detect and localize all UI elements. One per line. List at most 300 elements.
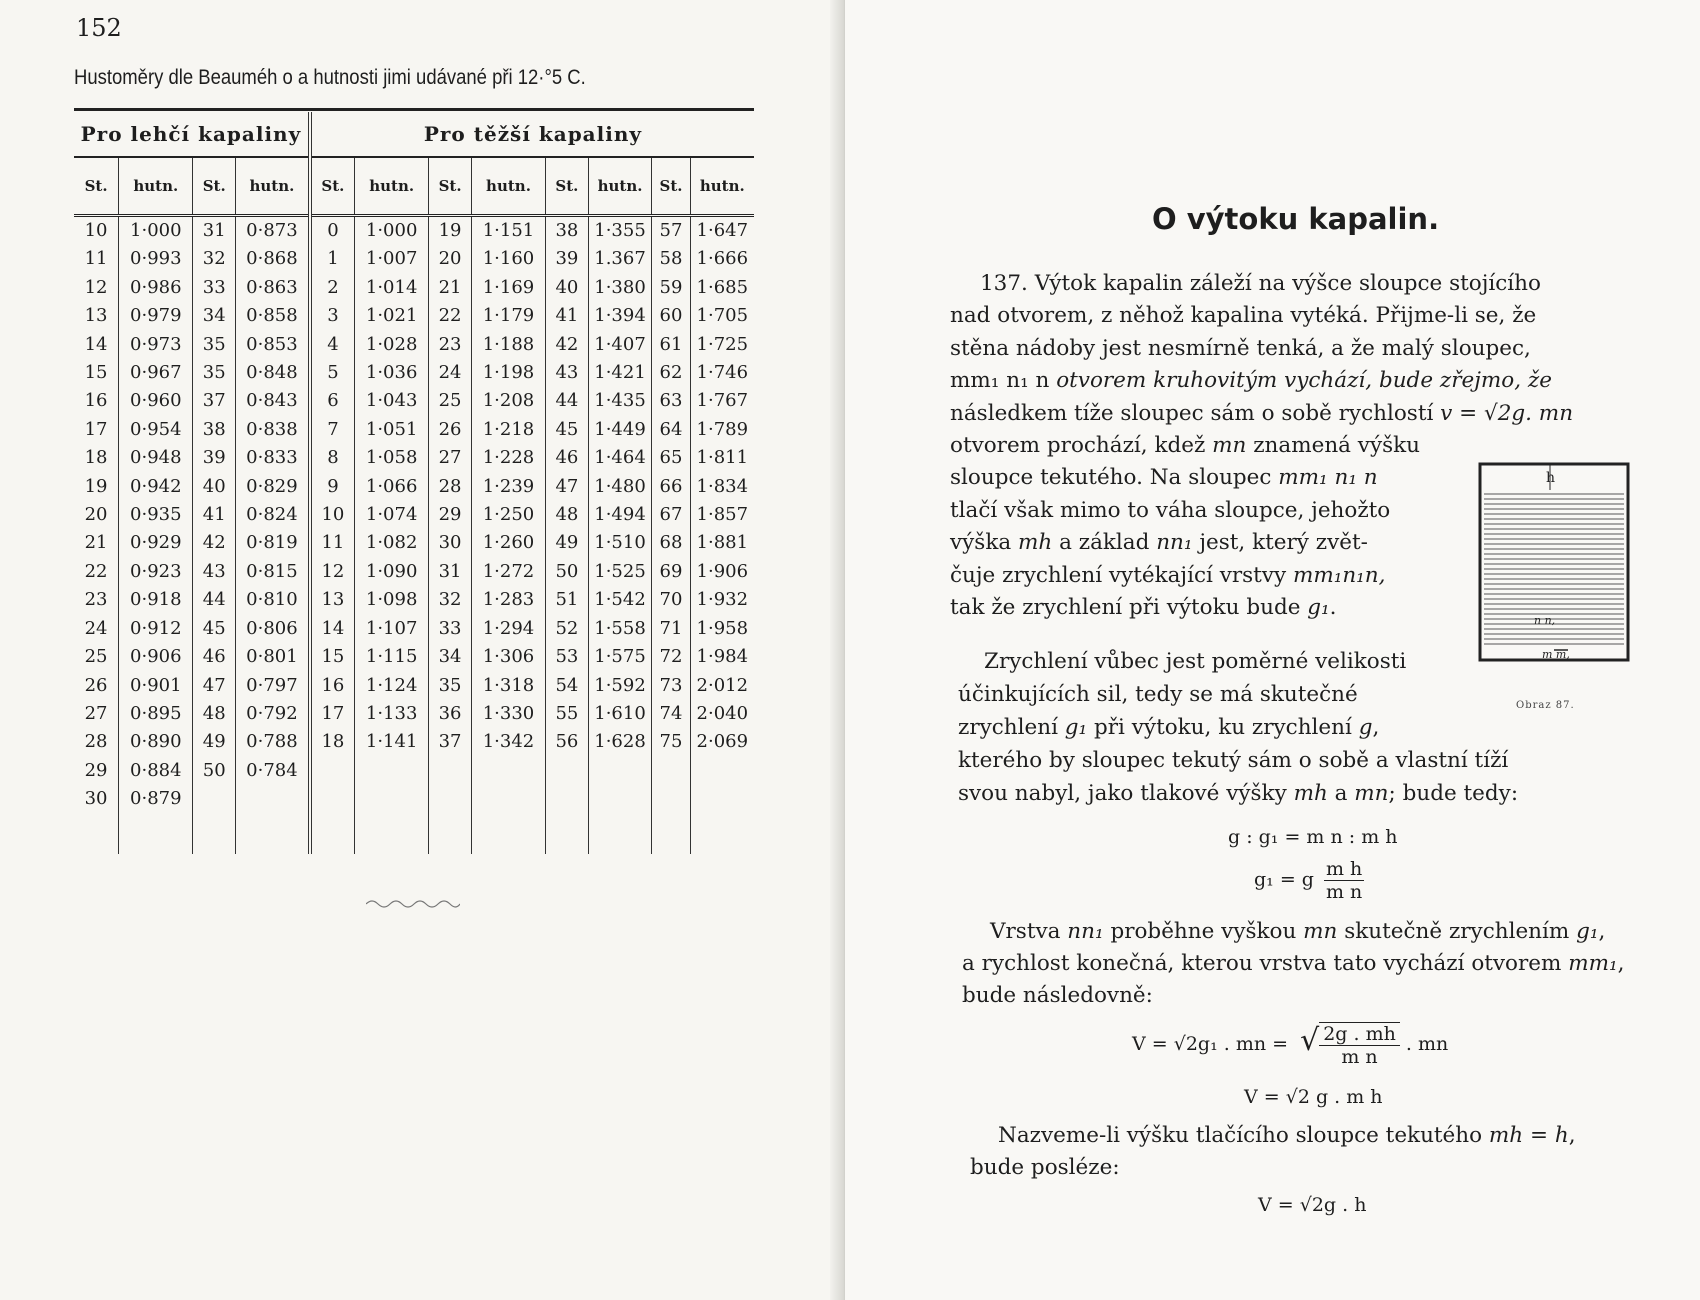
- table-top-rule: [74, 108, 754, 111]
- text-segment: čuje zrychlení vytékající vrstvy: [950, 562, 1293, 588]
- table-cell: 54: [546, 672, 588, 700]
- table-cell: 51: [546, 586, 588, 614]
- text-line: [980, 268, 1541, 300]
- left-page: [0, 0, 845, 1300]
- table-cell: 42: [546, 331, 588, 359]
- table-cell: 1·575: [588, 643, 652, 671]
- table-cell: [471, 785, 545, 813]
- math-term: g₁: [1064, 715, 1088, 740]
- table-cell: 18: [84, 447, 108, 469]
- table-cell: 10: [84, 220, 108, 241]
- table-cell: 0·868: [235, 245, 309, 273]
- table-cell: 1·510: [588, 529, 652, 557]
- table-cell: [652, 757, 690, 785]
- table-cell: 1·058: [354, 444, 428, 472]
- table-row: [74, 331, 754, 359]
- table-cell: 1·000: [119, 216, 193, 246]
- text-segment: a rychlost konečná, kterou vrstva tato vychází otvorem: [962, 951, 1569, 976]
- table-cell: 0·935: [119, 501, 193, 529]
- table-cell: 0: [310, 216, 355, 246]
- table-cell: 73: [652, 672, 690, 700]
- table-cell: 1·169: [471, 274, 545, 302]
- table-cell: 1·435: [588, 387, 652, 415]
- table-cell: 1·160: [471, 245, 545, 273]
- table-cell: 60: [652, 302, 690, 330]
- table-cell: 0·838: [235, 416, 309, 444]
- table-cell: 1·394: [588, 302, 652, 330]
- table-row: [74, 700, 754, 728]
- table-cell: 18: [310, 728, 355, 756]
- table-cell: 0·979: [119, 302, 193, 330]
- table-cell: 0·942: [119, 473, 193, 501]
- table-cell: 0·815: [235, 558, 309, 586]
- table-cell: 61: [652, 331, 690, 359]
- text-segment: proběhne vyškou: [1103, 919, 1304, 944]
- table-cell: 0·824: [235, 501, 309, 529]
- table-cell: 1·628: [588, 728, 652, 756]
- table-cell: 0·810: [235, 586, 309, 614]
- table-cell: 35: [429, 672, 471, 700]
- math-term: g: [1358, 715, 1373, 740]
- table-cell: 0·843: [235, 387, 309, 415]
- formula-velocity-numerator: 2g . mh: [1319, 1023, 1400, 1046]
- table-cell: 1·090: [354, 558, 428, 586]
- table-row: [74, 473, 754, 501]
- table-cell: [310, 785, 355, 813]
- table-cell: 0·829: [235, 473, 309, 501]
- table-cell: 1·318: [471, 672, 545, 700]
- table-cell: 49: [193, 728, 235, 756]
- text-line: [950, 527, 1368, 559]
- text-segment: kterého by sloupec tekutý sám o sobě a vlastní tíží: [958, 748, 1509, 773]
- table-cell: 1·592: [588, 672, 652, 700]
- table-filler-cell: [588, 814, 652, 854]
- table-filler-cell: [235, 814, 309, 854]
- column-header: hutn.: [354, 157, 428, 216]
- table-filler-cell: [193, 814, 235, 854]
- table-row: [74, 586, 754, 614]
- text-segment: jest, který zvět-: [1192, 530, 1368, 556]
- table-cell: 13: [84, 305, 108, 327]
- table-cell: 17: [310, 700, 355, 728]
- table-cell: 20: [429, 245, 471, 273]
- table-cell: 1·036: [354, 359, 428, 387]
- table-cell: 19: [429, 216, 471, 246]
- table-cell: 43: [193, 558, 235, 586]
- table-cell: 21: [429, 274, 471, 302]
- table-cell: 33: [429, 615, 471, 643]
- table-filler-cell: [429, 814, 471, 854]
- table-cell: 12: [310, 558, 355, 586]
- table-cell: 23: [429, 331, 471, 359]
- table-cell: 1·066: [354, 473, 428, 501]
- table-row: [74, 643, 754, 671]
- text-line: [950, 398, 1573, 430]
- table-cell: 29: [84, 759, 108, 781]
- table-cell: 57: [652, 216, 690, 246]
- table-cell: 1·188: [471, 331, 545, 359]
- table-cell: 19: [84, 475, 108, 497]
- table-cell: 0·890: [119, 728, 193, 756]
- math-term: nn₁: [1067, 919, 1104, 944]
- table-cell: [588, 757, 652, 785]
- table-row: [74, 245, 754, 273]
- table-body: [74, 216, 754, 854]
- table-cell: 26: [84, 674, 108, 696]
- table-cell: 40: [193, 473, 235, 501]
- table-cell: 1·014: [354, 274, 428, 302]
- table-cell: [193, 785, 235, 813]
- table-cell: 1·342: [471, 728, 545, 756]
- table-cell: 68: [652, 529, 690, 557]
- table-cell: 69: [652, 558, 690, 586]
- table-cell: 2·012: [690, 672, 754, 700]
- table-cell: 14: [310, 615, 355, 643]
- table-cell: 1·074: [354, 501, 428, 529]
- text-segment: a: [1327, 781, 1355, 806]
- math-term: mm₁n₁n,: [1292, 562, 1386, 588]
- table-cell: 28: [84, 731, 108, 753]
- table-cell: 38: [546, 216, 588, 246]
- table-cell: 0·797: [235, 672, 309, 700]
- table-cell: 34: [429, 643, 471, 671]
- table-cell: 1·725: [690, 331, 754, 359]
- math-term: mh: [1018, 530, 1053, 556]
- text-segment: tak že zrychlení při výtoku bude: [950, 595, 1308, 620]
- text-segment: ,: [1617, 951, 1625, 976]
- text-segment: bude následovně:: [962, 983, 1153, 1008]
- table-cell: 1·082: [354, 529, 428, 557]
- table-cell: 34: [193, 302, 235, 330]
- table-cell: 12: [84, 276, 108, 298]
- table-cell: 0·912: [119, 615, 193, 643]
- table-cell: 24: [429, 359, 471, 387]
- table-cell: 1·124: [354, 672, 428, 700]
- table-cell: 25: [84, 646, 108, 668]
- table-cell: 41: [546, 302, 588, 330]
- vessel-figure: [1478, 462, 1630, 662]
- text-segment: 137. Výtok kapalin záleží na výšce sloupce stojícího: [980, 271, 1541, 296]
- table-cell: 1·260: [471, 529, 545, 557]
- table-cell: 0·906: [119, 643, 193, 671]
- text-segment: ,: [1568, 1123, 1576, 1148]
- table-cell: 2·069: [690, 728, 754, 756]
- column-header: hutn.: [471, 157, 545, 216]
- table-cell: 46: [546, 444, 588, 472]
- table-cell: 45: [546, 416, 588, 444]
- column-header: St.: [652, 157, 690, 216]
- table-row: [74, 302, 754, 330]
- table-group-header-row: [74, 112, 754, 157]
- table-cell: 0·863: [235, 274, 309, 302]
- formula-g1-denominator: m n: [1326, 881, 1363, 903]
- table-cell: 1·043: [354, 387, 428, 415]
- table-cell: 0·784: [235, 757, 309, 785]
- table-filler-cell: [354, 814, 428, 854]
- column-header: hutn.: [119, 157, 193, 216]
- text-line: [958, 745, 1508, 777]
- table-cell: [588, 785, 652, 813]
- table-cell: 1·380: [588, 274, 652, 302]
- text-line: [950, 495, 1390, 527]
- table-cell: 1·208: [471, 387, 545, 415]
- table-column-header-row: [74, 157, 754, 216]
- table-cell: 1·098: [354, 586, 428, 614]
- table-cell: 0·960: [119, 387, 193, 415]
- table-cell: 1·272: [471, 558, 545, 586]
- table-cell: 1·906: [690, 558, 754, 586]
- table-cell: 30: [429, 529, 471, 557]
- table-cell: 1·421: [588, 359, 652, 387]
- text-segment: stěna nádoby jest nesmírně tenká, a že malý sloupec,: [950, 335, 1531, 361]
- table-cell: 2: [310, 274, 355, 302]
- table-cell: 1·494: [588, 501, 652, 529]
- table-cell: 0·918: [119, 586, 193, 614]
- table-cell: 1·881: [690, 529, 754, 557]
- table-cell: [690, 785, 754, 813]
- table-cell: 1·746: [690, 359, 754, 387]
- table-cell: 1·115: [354, 643, 428, 671]
- table-cell: 0·967: [119, 359, 193, 387]
- table-cell: 17: [84, 418, 108, 440]
- column-header: St.: [74, 157, 119, 216]
- table-cell: 0·792: [235, 700, 309, 728]
- table-cell: 64: [652, 416, 690, 444]
- text-segment: Zrychlení vůbec jest poměrné velikosti: [984, 649, 1407, 674]
- figure-label-m: m m,: [1542, 648, 1570, 661]
- table-cell: 1.367: [588, 245, 652, 273]
- figure-caption: Obraz 87.: [1516, 700, 1575, 711]
- text-line: [958, 778, 1518, 810]
- text-line: [950, 560, 1385, 592]
- table-cell: 24: [84, 617, 108, 639]
- table-row: [74, 501, 754, 529]
- table-cell: 14: [84, 333, 108, 355]
- column-header: hutn.: [235, 157, 309, 216]
- table-cell: 31: [193, 216, 235, 246]
- text-segment: ,: [1372, 715, 1380, 740]
- table-cell: 49: [546, 529, 588, 557]
- table-cell: 48: [546, 501, 588, 529]
- text-segment: při výtoku, ku zrychlení: [1087, 715, 1359, 740]
- table-cell: 1·007: [354, 245, 428, 273]
- column-header: St.: [429, 157, 471, 216]
- table-cell: 1·151: [471, 216, 545, 246]
- text-segment: skutečně zrychlením: [1337, 919, 1577, 944]
- text-line: [970, 1152, 1120, 1184]
- column-header: St.: [193, 157, 235, 216]
- table-cell: 3: [310, 302, 355, 330]
- table-cell: 1·480: [588, 473, 652, 501]
- table-cell: 1·198: [471, 359, 545, 387]
- table-cell: 0·993: [119, 245, 193, 273]
- table-cell: 1·239: [471, 473, 545, 501]
- table-cell: 41: [193, 501, 235, 529]
- table-cell: 1·306: [471, 643, 545, 671]
- math-term: mn: [1354, 781, 1389, 806]
- table-row: [74, 216, 754, 246]
- table-cell: 45: [193, 615, 235, 643]
- table-cell: 1·525: [588, 558, 652, 586]
- table-cell: 1·834: [690, 473, 754, 501]
- table-cell: 0·954: [119, 416, 193, 444]
- text-segment: zrychlení: [958, 715, 1065, 740]
- text-line: [950, 365, 1552, 397]
- table-cell: 0·806: [235, 615, 309, 643]
- math-term: v = √2g. mn: [1440, 400, 1574, 426]
- table-cell: [690, 757, 754, 785]
- table-cell: 0·884: [119, 757, 193, 785]
- text-segment: výška: [950, 530, 1019, 556]
- table-cell: 72: [652, 643, 690, 671]
- table-cell: 0·848: [235, 359, 309, 387]
- math-term: g₁: [1576, 919, 1599, 944]
- table-cell: 20: [84, 504, 108, 526]
- math-term: nn₁: [1156, 530, 1193, 556]
- table-cell: 1·021: [354, 302, 428, 330]
- text-line: [950, 333, 1531, 365]
- figure-label-n: n n,: [1534, 614, 1556, 627]
- table-row: [74, 359, 754, 387]
- table-cell: 0·948: [119, 444, 193, 472]
- table-cell: 15: [84, 362, 108, 384]
- table-cell: 58: [652, 245, 690, 273]
- table-cell: 36: [429, 700, 471, 728]
- table-cell: 0·853: [235, 331, 309, 359]
- table-cell: 65: [652, 444, 690, 472]
- table-cell: 1·407: [588, 331, 652, 359]
- table-cell: 1·811: [690, 444, 754, 472]
- math-term: g₁: [1307, 595, 1330, 620]
- table-cell: 44: [546, 387, 588, 415]
- table-cell: 50: [546, 558, 588, 586]
- table-cell: 10: [310, 501, 355, 529]
- table-cell: 53: [546, 643, 588, 671]
- table-row: [74, 444, 754, 472]
- table-cell: 46: [193, 643, 235, 671]
- table-cell: 1·984: [690, 643, 754, 671]
- table-cell: 39: [193, 444, 235, 472]
- formula-velocity-expanded: V = √2g₁ . mn = √ $\frac{2g . mh}{\text{m n}}$ . mn: [1132, 1023, 1449, 1068]
- table-cell: 26: [429, 416, 471, 444]
- table-cell: [429, 757, 471, 785]
- table-cell: 50: [193, 757, 235, 785]
- table-cell: [546, 757, 588, 785]
- table-cell: 32: [429, 586, 471, 614]
- table-cell: 0·879: [119, 785, 193, 813]
- text-line: [990, 916, 1605, 948]
- table-cell: 1·449: [588, 416, 652, 444]
- table-cell: 37: [193, 387, 235, 415]
- formula-velocity-tail: . mn: [1405, 1033, 1449, 1055]
- table-cell: 1·250: [471, 501, 545, 529]
- table-cell: 44: [193, 586, 235, 614]
- table-cell: 0·788: [235, 728, 309, 756]
- table-cell: 43: [546, 359, 588, 387]
- table-cell: 1·051: [354, 416, 428, 444]
- table-cell: 1·610: [588, 700, 652, 728]
- table-cell: 35: [193, 331, 235, 359]
- formula-g1: [1254, 858, 1364, 903]
- table-heading: Hustoměry dle Beauméh o a hutnosti jimi udávané při 12·°5 C.: [74, 66, 586, 89]
- table-row: [74, 274, 754, 302]
- table-filler-cell: [74, 814, 119, 854]
- table-cell: 0·973: [119, 331, 193, 359]
- table-row: [74, 757, 754, 785]
- table-cell: 1·228: [471, 444, 545, 472]
- table-cell: 1·294: [471, 615, 545, 643]
- page-number: 152: [76, 14, 122, 42]
- table-cell: 52: [546, 615, 588, 643]
- table-cell: 37: [429, 728, 471, 756]
- ornament-squiggle: [366, 898, 460, 910]
- table-cell: [354, 785, 428, 813]
- table-cell: 4: [310, 331, 355, 359]
- table-cell: 1·133: [354, 700, 428, 728]
- math-term: mm₁ n₁ n: [1278, 465, 1378, 491]
- text-segment: ,: [1598, 919, 1606, 944]
- text-segment: Vrstva: [990, 919, 1068, 944]
- text-segment: tlačí však mimo to váha sloupce, jehožto: [950, 497, 1391, 523]
- table-cell: 1·464: [588, 444, 652, 472]
- text-line: [950, 462, 1378, 494]
- math-term: mn: [1303, 919, 1338, 944]
- density-table: [74, 112, 754, 854]
- table-filler-cell: [652, 814, 690, 854]
- table-row: [74, 728, 754, 756]
- text-segment: následkem tíže sloupec sám o sobě rychlostí: [950, 400, 1441, 426]
- column-header: hutn.: [588, 157, 652, 216]
- table-cell: 9: [310, 473, 355, 501]
- text-line: [984, 646, 1406, 678]
- table-cell: 47: [193, 672, 235, 700]
- table-cell: 5: [310, 359, 355, 387]
- text-segment: svou nabyl, jako tlakové výšky: [958, 781, 1294, 806]
- column-header: St.: [546, 157, 588, 216]
- table-cell: 7: [310, 416, 355, 444]
- table-row: [74, 672, 754, 700]
- table-cell: 48: [193, 700, 235, 728]
- table-cell: 1·958: [690, 615, 754, 643]
- table-cell: 38: [193, 416, 235, 444]
- table-cell: 0·901: [119, 672, 193, 700]
- text-segment: účinkujících sil, tedy se má skutečné: [958, 682, 1358, 707]
- column-header: St.: [310, 157, 355, 216]
- table-cell: 31: [429, 558, 471, 586]
- table-cell: 75: [652, 728, 690, 756]
- table-cell: [235, 785, 309, 813]
- group-header-heavy: Pro těžší kapaliny: [310, 112, 754, 157]
- text-line: [962, 980, 1153, 1012]
- text-segment: a základ: [1052, 530, 1157, 556]
- table-cell: 1·107: [354, 615, 428, 643]
- table-cell: 67: [652, 501, 690, 529]
- table-cell: 1·141: [354, 728, 428, 756]
- table-cell: 29: [429, 501, 471, 529]
- table-row: [74, 416, 754, 444]
- table-cell: 22: [84, 560, 108, 582]
- table-cell: 16: [310, 672, 355, 700]
- table-cell: 0·873: [235, 216, 309, 246]
- math-term: mm₁: [1568, 951, 1618, 976]
- table-cell: 39: [546, 245, 588, 273]
- text-segment: nad otvorem, z něhož kapalina vytéká. Přijme-li se, že: [950, 303, 1537, 329]
- table-cell: 11: [310, 529, 355, 557]
- table-cell: 47: [546, 473, 588, 501]
- formula-velocity-denominator: m n: [1341, 1046, 1378, 1068]
- table-cell: 0·986: [119, 274, 193, 302]
- table-cell: 0·833: [235, 444, 309, 472]
